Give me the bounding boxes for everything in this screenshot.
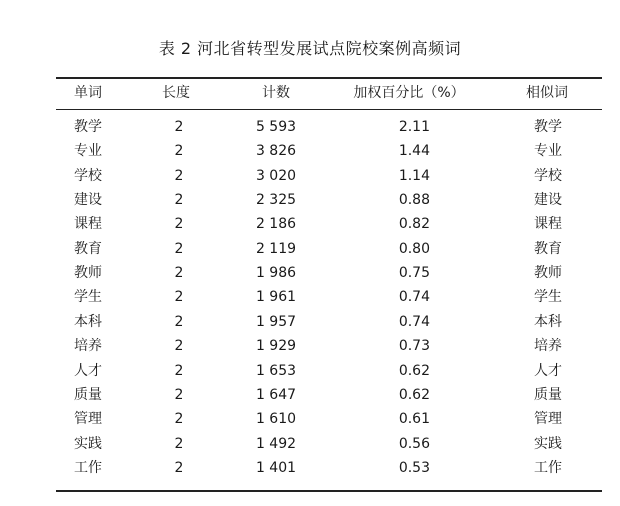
cell-similar-word: 课程 <box>534 216 562 232</box>
cell-similar-word: 学生 <box>534 289 562 305</box>
cell-count: 1 653 <box>255 363 297 379</box>
cell-similar-word: 人才 <box>534 363 562 379</box>
cell-word: 学校 <box>74 168 102 184</box>
cell-similar-word: 建设 <box>534 192 562 208</box>
table-header-rule <box>56 109 602 110</box>
cell-length: 2 <box>174 143 184 159</box>
cell-weighted-percent: 0.61 <box>398 411 430 427</box>
cell-word: 培养 <box>74 338 102 354</box>
cell-length: 2 <box>174 411 184 427</box>
cell-similar-word: 培养 <box>534 338 562 354</box>
cell-length: 2 <box>174 119 184 135</box>
cell-count: 1 986 <box>255 265 297 281</box>
cell-count: 2 325 <box>255 192 297 208</box>
cell-similar-word: 学校 <box>534 168 562 184</box>
cell-weighted-percent: 0.75 <box>398 265 430 281</box>
cell-length: 2 <box>174 460 184 476</box>
cell-similar-word: 实践 <box>534 436 562 452</box>
cell-length: 2 <box>174 314 184 330</box>
cell-word: 人才 <box>74 363 102 379</box>
table-bottom-rule <box>56 490 602 492</box>
cell-word: 管理 <box>74 411 102 427</box>
cell-similar-word: 本科 <box>534 314 562 330</box>
cell-similar-word: 教育 <box>534 241 562 257</box>
cell-word: 工作 <box>74 460 102 476</box>
header-word: 单词 <box>74 85 102 101</box>
cell-length: 2 <box>174 387 184 403</box>
cell-count: 1 961 <box>255 289 297 305</box>
cell-weighted-percent: 0.74 <box>398 289 430 305</box>
cell-similar-word: 工作 <box>534 460 562 476</box>
cell-length: 2 <box>174 289 184 305</box>
cell-weighted-percent: 0.56 <box>398 436 430 452</box>
cell-length: 2 <box>174 265 184 281</box>
header-length: 长度 <box>162 85 190 101</box>
cell-similar-word: 教师 <box>534 265 562 281</box>
cell-word: 教师 <box>74 265 102 281</box>
cell-length: 2 <box>174 241 184 257</box>
cell-count: 1 492 <box>255 436 297 452</box>
cell-count: 1 957 <box>255 314 297 330</box>
cell-word: 质量 <box>74 387 102 403</box>
cell-weighted-percent: 0.73 <box>398 338 430 354</box>
header-weighted-percent: 加权百分比（%） <box>353 85 465 101</box>
cell-count: 1 610 <box>255 411 297 427</box>
header-count: 计数 <box>262 85 290 101</box>
cell-count: 2 186 <box>255 216 297 232</box>
cell-weighted-percent: 0.88 <box>398 192 430 208</box>
cell-length: 2 <box>174 168 184 184</box>
cell-similar-word: 教学 <box>534 119 562 135</box>
cell-word: 实践 <box>74 436 102 452</box>
cell-weighted-percent: 0.80 <box>398 241 430 257</box>
cell-weighted-percent: 0.53 <box>398 460 430 476</box>
cell-count: 1 929 <box>255 338 297 354</box>
cell-count: 5 593 <box>255 119 297 135</box>
cell-similar-word: 管理 <box>534 411 562 427</box>
cell-count: 2 119 <box>255 241 297 257</box>
cell-weighted-percent: 1.44 <box>398 143 430 159</box>
cell-word: 教育 <box>74 241 102 257</box>
cell-length: 2 <box>174 216 184 232</box>
cell-length: 2 <box>174 192 184 208</box>
cell-similar-word: 专业 <box>534 143 562 159</box>
cell-weighted-percent: 2.11 <box>398 119 430 135</box>
cell-count: 1 401 <box>255 460 297 476</box>
cell-length: 2 <box>174 436 184 452</box>
cell-word: 专业 <box>74 143 102 159</box>
cell-count: 3 826 <box>255 143 297 159</box>
cell-similar-word: 质量 <box>534 387 562 403</box>
cell-count: 1 647 <box>255 387 297 403</box>
cell-weighted-percent: 0.62 <box>398 387 430 403</box>
cell-word: 教学 <box>74 119 102 135</box>
table-top-rule <box>56 77 602 79</box>
cell-weighted-percent: 1.14 <box>398 168 430 184</box>
cell-word: 学生 <box>74 289 102 305</box>
cell-word: 本科 <box>74 314 102 330</box>
cell-weighted-percent: 0.74 <box>398 314 430 330</box>
cell-weighted-percent: 0.82 <box>398 216 430 232</box>
table-caption: 表 2 河北省转型发展试点院校案例高频词 <box>158 39 462 58</box>
cell-word: 建设 <box>74 192 102 208</box>
cell-length: 2 <box>174 363 184 379</box>
cell-length: 2 <box>174 338 184 354</box>
header-similar-word: 相似词 <box>526 85 568 101</box>
cell-word: 课程 <box>74 216 102 232</box>
cell-count: 3 020 <box>255 168 297 184</box>
cell-weighted-percent: 0.62 <box>398 363 430 379</box>
